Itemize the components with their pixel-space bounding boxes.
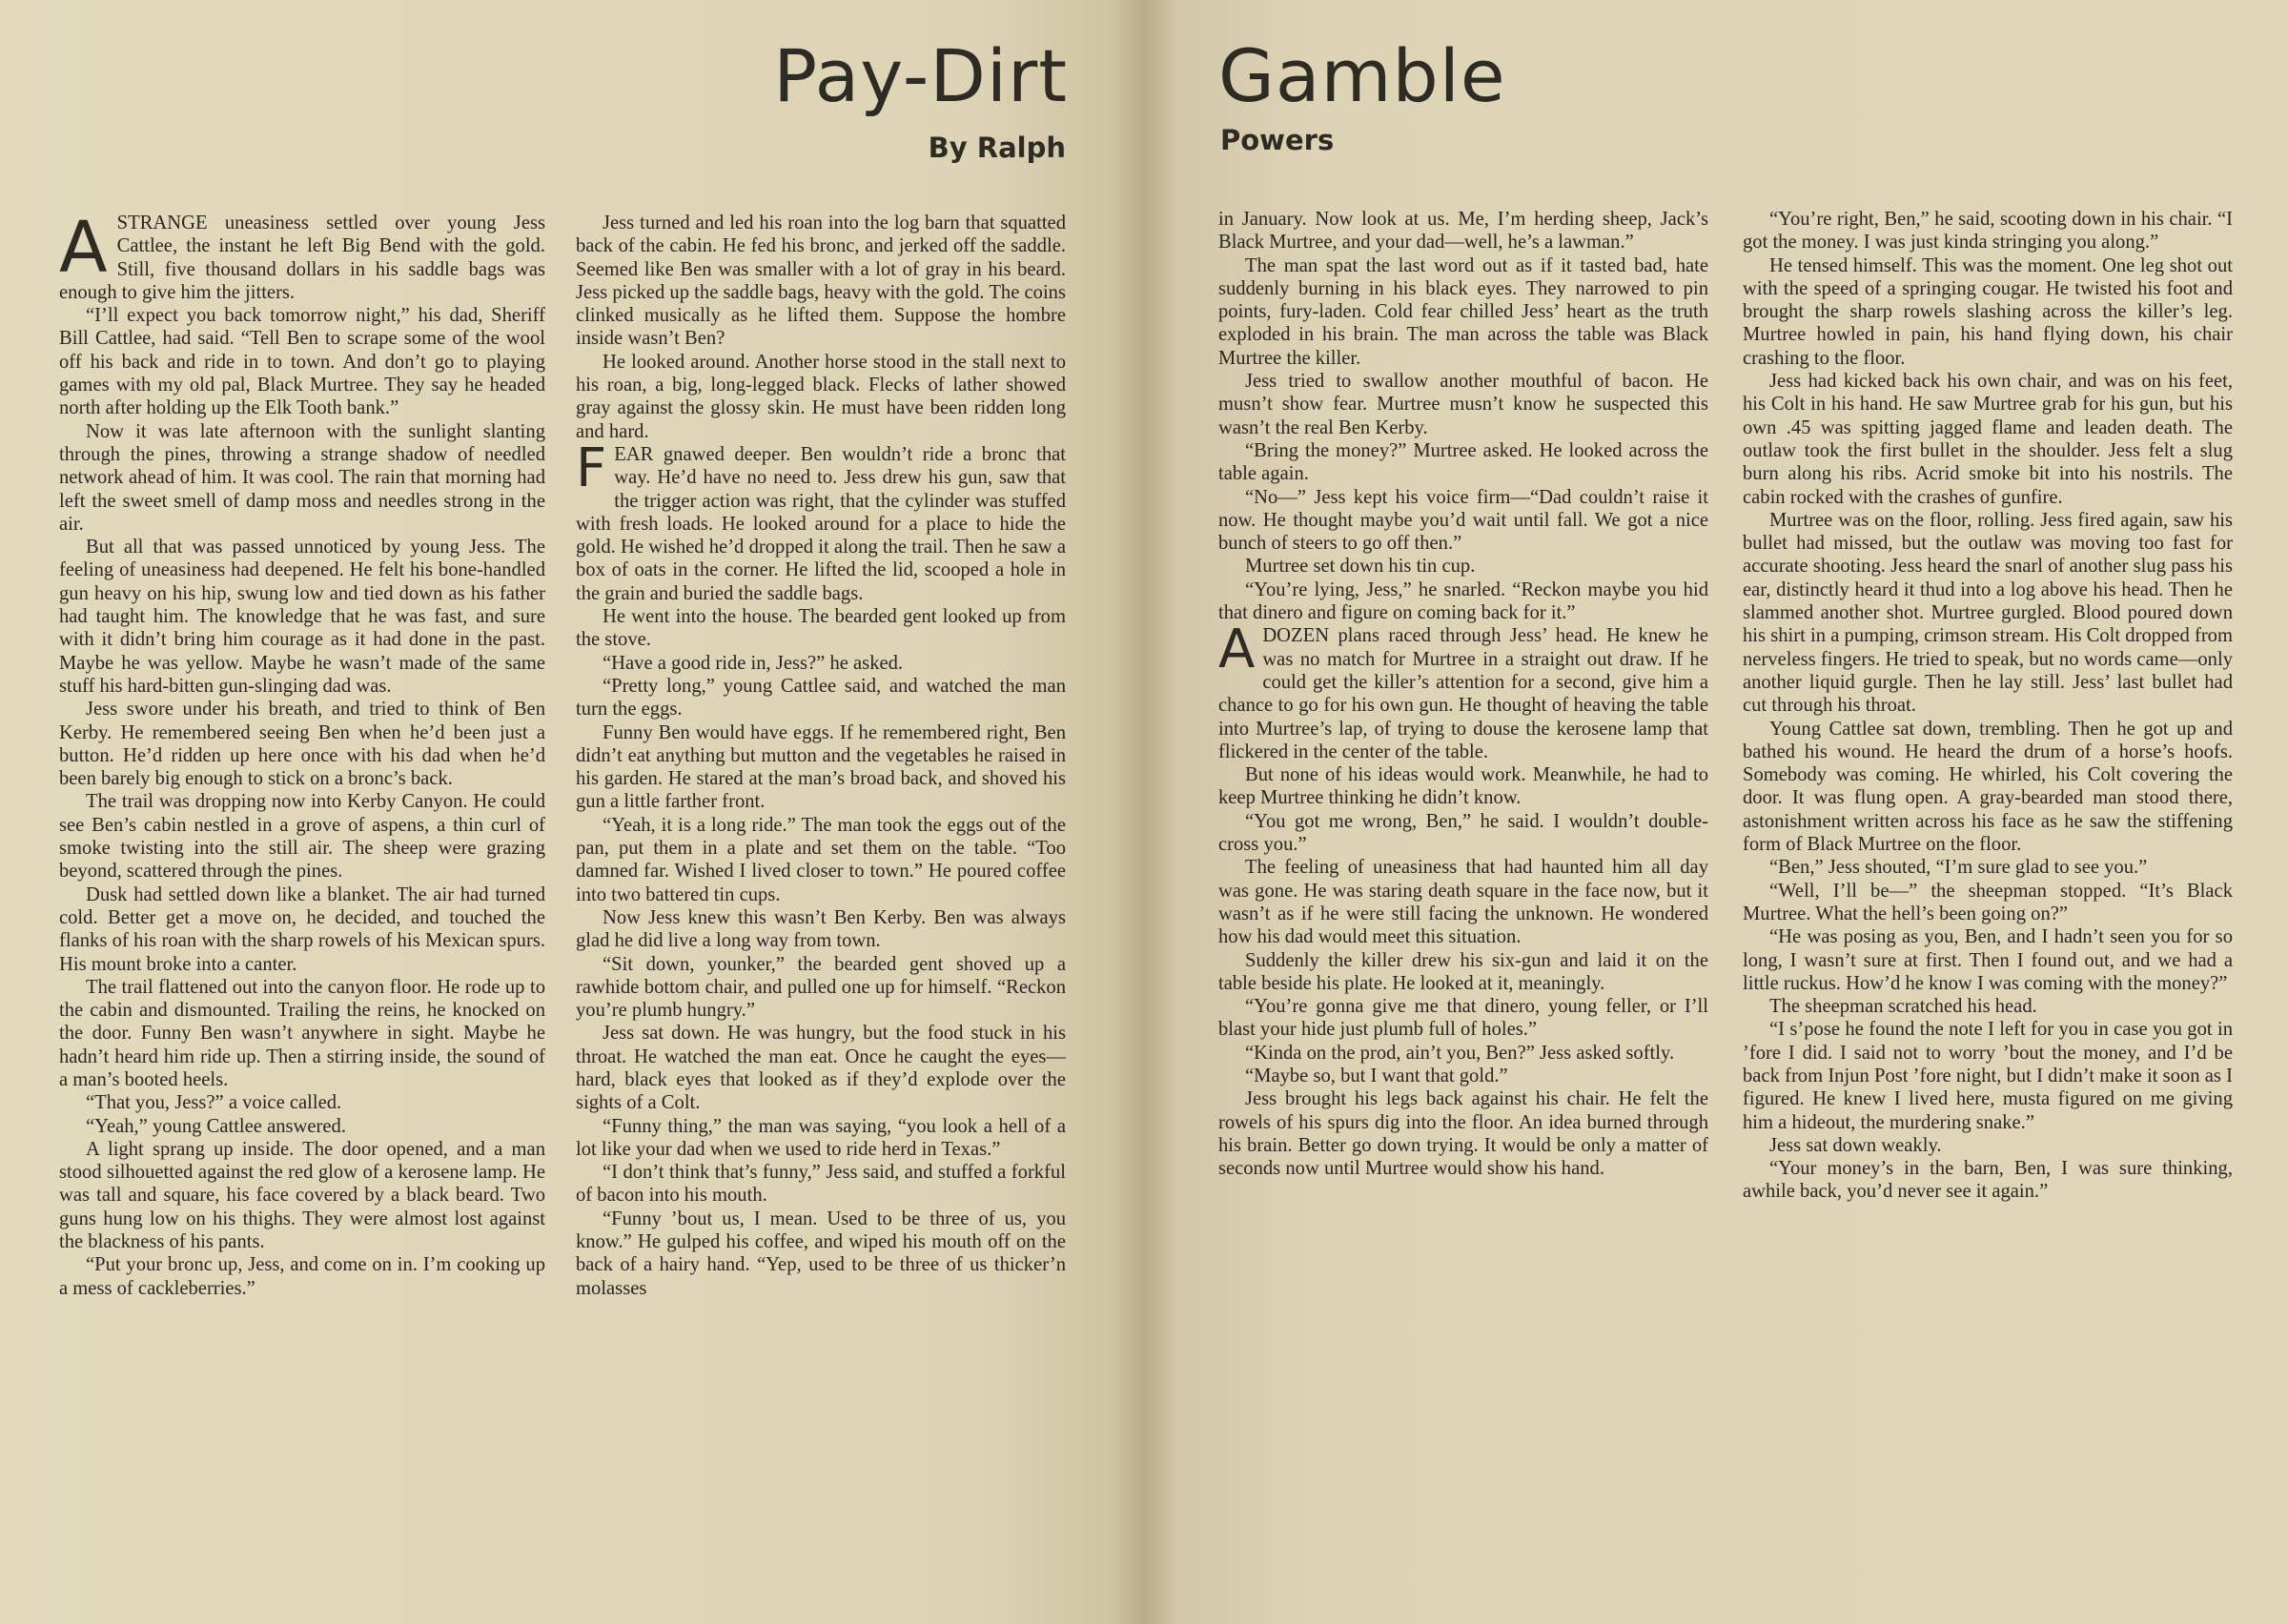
paragraph: Jess sat down weakly. [1769, 1134, 1942, 1156]
paragraph [59, 212, 545, 304]
paragraph: “You’re gonna give me that dinero, young feller, or I’ll blast your hide just plumb full of holes.” [1218, 996, 1708, 1041]
paragraph: “I don’t think that’s funny,” Jess said, and stuffed a forkful of bacon into his mouth. [576, 1162, 1066, 1207]
paragraph: Funny Ben would have eggs. If he remembered right, Ben didn’t eat anything but mutton and the vegetables he raised in his garden. He stared at the man’s broad back, and shoved his gun a little farther front. [576, 721, 1066, 813]
title-right: Gamble [1218, 33, 1506, 118]
paragraph: “Put your bronc up, Jess, and come on in. I’m cooking up a mess of cackleberries.” [59, 1254, 545, 1299]
paragraph: Jess turned and led his roan into the log barn that squatted back of the cabin. He fed his bronc, and jerked off the saddle. Seemed like Ben was smaller with a lot of gray in his beard. Jess picked up the saddle bags, heavy with the gold. The coins clinked musically as he lifted them. Suppose the hombre inside wasn’t Ben? [576, 213, 1066, 350]
paragraph: Jess brought his legs back against his chair. He felt the rowels of his spurs dig into the floor. An idea burned through his brain. Better go down trying. It would be only a matter of seconds now until Murtree would show his hand. [1218, 1088, 1708, 1180]
paragraph: But none of his ideas would work. Meanwhile, he had to keep Murtree thinking he didn’t know. [1218, 764, 1708, 809]
paragraph: Jess swore under his breath, and tried to think of Ben Kerby. He remembered seeing Ben when he’d been just a button. He’d ridden up here once with his dad when he’d been barely big enough to stick on a bronc’s back. [59, 699, 545, 790]
column-3 [1218, 208, 1708, 1580]
paragraph: “You’re lying, Jess,” he snarled. “Reckon maybe you hid that dinero and figure on coming back for it.” [1218, 579, 1708, 624]
paragraph: “Well, I’ll be—” the sheepman stopped. “It’s Black Murtree. What the hell’s been going on?” [1743, 880, 2233, 924]
paragraph: “Your money’s in the barn, Ben, I was sure thinking, awhile back, you’d never see it again.” [1743, 1158, 2233, 1203]
paragraph: A light sprang up inside. The door opened, and a man stood silhouetted against the red glow of a kerosene lamp. He was tall and square, his face covered by a black beard. Two guns hung low on his thighs. They were almost lost against the blackness of his pants. [59, 1138, 545, 1253]
paragraph: “Sit down, younker,” the bearded gent shoved up a rawhide bottom chair, and pulled one up for himself. “Reckon you’re plumb hungry.” [576, 953, 1066, 1022]
paragraph: Jess sat down. He was hungry, but the food stuck in his throat. He watched the man eat. Once he caught the eyes—hard, black eyes that looked as if they’d explode over the sights of a Colt. [576, 1023, 1066, 1114]
paragraph-text: STRANGE uneasiness settled over young Jess Cattlee, the instant he left Big Bend with the gold. Still, five thousand dollars in his saddle bags was enough to give him the jitters. [59, 213, 545, 303]
paragraph: “Bring the money?” Murtree asked. He looked across the table again. [1218, 439, 1708, 485]
right-page [1144, 0, 2288, 1624]
paragraph: Suddenly the killer drew his six-gun and laid it on the table beside his plate. He looked at it, meaningly. [1218, 949, 1708, 994]
paragraph: “Have a good ride in, Jess?” he asked. [603, 652, 904, 674]
paragraph: “Funny thing,” the man was saying, “you look a hell of a lot like your dad when we used to ride herd in Texas.” [576, 1115, 1066, 1160]
paragraph: “No—” Jess kept his voice firm—“Dad couldn’t raise it now. He thought maybe you’d wait until fall. We got a nice bunch of steers to go off then.” [1218, 486, 1708, 555]
paragraph: “I’ll expect you back tomorrow night,” his dad, Sheriff Bill Cattlee, had said. “Tell Ben to scrape some of the wool off his back and ride in to town. And don’t go to playing games with my old pal, Black Murtree. They say he headed north after holding up the Elk Tooth bank.” [59, 305, 545, 419]
paragraph: Jess tried to swallow another mouthful of bacon. He musn’t show fear. Murtree musn’t know he suspected this wasn’t the real Ben Kerby. [1218, 371, 1708, 438]
paragraph: “Yeah, it is a long ride.” The man took the eggs out of the pan, put them in a plate and set them on the table. “Too damned far. Wished I lived closer to town.” He poured coffee into two battered tin cups. [576, 814, 1066, 905]
drop-cap: F [576, 436, 607, 499]
paragraph-text: EAR gnawed deeper. Ben wouldn’t ride a bronc that way. He’d have no need to. Jess drew his gun, saw that the trigger action was right, that the cylinder was stuffed with fresh loads. He looked around for a place to hide the gold. He wished he’d dropped it along the trail. Then he saw a box of oats in the corner. He lifted the lid, scooped a hole in the grain and buried the saddle bags. [576, 443, 1066, 604]
paragraph [1218, 619, 1708, 763]
paragraph [576, 436, 1066, 605]
paragraph: The man spat the last word out as if it tasted bad, hate suddenly burning in his black eyes. They narrowed to pin points, fury-laden. Cold fear chilled Jess’ heart as the truth exploded in his brain. The man across the table was Black Murtree the killer. [1218, 254, 1708, 369]
column-4 [1743, 208, 2233, 1580]
paragraph: “That you, Jess?” a voice called. [86, 1092, 342, 1114]
paragraph: “Funny ’bout us, I mean. Used to be three of us, you know.” He gulped his coffee, and wiped his mouth off on the back of a hairy hand. “Yep, used to be three of us thicker’n molasses [576, 1208, 1066, 1299]
paragraph: “You got me wrong, Ben,” he said. I wouldn’t double-cross you.” [1218, 810, 1708, 856]
paragraph: “I s’pose he found the note I left for you in case you got in ’fore I did. I said not to worry ’bout the money, and I’d be back from Injun Post ’fore night, but I didn’t make it soon as I figured. He knew I lived here, musta figured on me giving him a hideout, the murdering snake.” [1743, 1019, 2233, 1133]
byline-left: By Ralph [928, 132, 1066, 164]
paragraph: Murtree was on the floor, rolling. Jess fired again, saw his bullet had missed, but the outlaw was moving too fast for accurate shooting. Jess heard the snarl of another slug pass his ear, distinctly heard it thud into a log above his head. Then he slammed another shot. Murtree gurgled. Blood poured down his shirt in a pumping, crimson stream. His Colt dropped from nerveless fingers. He tried to speak, but no words came—only another liquid gurgle. Then he lay still. Jess’ last bullet had cut through his throat. [1743, 509, 2233, 717]
paragraph: Now Jess knew this wasn’t Ben Kerby. Ben was always glad he did live a long way from town. [576, 906, 1066, 952]
paragraph: “You’re right, Ben,” he said, scooting down in his chair. “I got the money. I was just kinda stringing you along.” [1743, 209, 2233, 254]
drop-cap: A [59, 212, 108, 289]
paragraph: Murtree set down his tin cup. [1245, 556, 1476, 578]
paragraph: in January. Now look at us. Me, I’m herding sheep, Jack’s Black Murtree, and your dad—well, he’s a lawman.” [1218, 209, 1708, 254]
paragraph: The trail flattened out into the canyon floor. He rode up to the cabin and dismounted. Trailing the reins, he knocked on the door. Funny Ben wasn’t anywhere in sight. Maybe he hadn’t heard him ride up. Then a stirring inside, the sound of a man’s booted heels. [59, 976, 545, 1090]
paragraph-text: DOZEN plans raced through Jess’ head. He knew he was no match for Murtree in a straight out draw. If he could get the killer’s attention for a second, give him a chance to go for his own gun. He thought of heaving the table into Murtree’s lap, of trying to douse the kerosene lamp that flickered in the center of the table. [1218, 625, 1708, 762]
paragraph: But all that was passed unnoticed by young Jess. The feeling of uneasiness had deepened. He felt his bone-handled gun heavy on his hip, swung low and tied down as his father had taught him. The knowledge that he was fast, and sure with it didn’t bring him courage as it had done in the past. Maybe he was yellow. Maybe he wasn’t made of the same stuff his hard-bitten gun-slinging dad was. [59, 537, 545, 697]
title-left: Pay-Dirt [773, 33, 1068, 118]
paragraph: “Yeah,” young Cattlee answered. [86, 1115, 346, 1137]
paragraph: He went into the house. The bearded gent looked up from the stove. [576, 606, 1066, 651]
byline-right: Powers [1220, 124, 1335, 156]
paragraph: The trail was dropping now into Kerby Canyon. He could see Ben’s cabin nestled in a grove of aspens, a thin curl of smoke twisting into the still air. The sheep were grazing beyond, scattered through the pines. [59, 791, 545, 883]
column-2 [576, 212, 1066, 1584]
drop-cap: A [1218, 619, 1256, 681]
paragraph: He looked around. Another horse stood in the stall next to his roan, a big, long-legged black. Flecks of lather showed gray against the glossy skin. He must have been ridden long and hard. [576, 351, 1066, 442]
paragraph: Dusk had settled down like a blanket. The air had turned cold. Better get a move on, he decided, and touched the flanks of his roan with the sharp rowels of his Mexican spurs. His mount broke into a canter. [59, 883, 545, 975]
column-1 [59, 212, 545, 1584]
paragraph: “Pretty long,” young Cattlee said, and watched the man turn the eggs. [576, 675, 1066, 721]
paragraph: The sheepman scratched his head. [1769, 996, 2037, 1018]
paragraph: “Kinda on the prod, ain’t you, Ben?” Jess asked softly. [1245, 1042, 1675, 1064]
paragraph: Jess had kicked back his own chair, and was on his feet, his Colt in his hand. He saw Murtree grab for his gun, but his own .45 was spitting jagged flame and leaden death. The outlaw took the first bullet in the shoulder. Jess felt a slug burn along his ribs. Acrid smoke bit into his nostrils. The cabin rocked with the crashes of gunfire. [1743, 371, 2233, 508]
paragraph: He tensed himself. This was the moment. One leg shot out with the speed of a springing cougar. He twisted his foot and brought the sharp rowels slashing across the killer’s leg. Murtree howled in pain, his hand flying down, his chair crashing to the floor. [1743, 254, 2233, 369]
paragraph: “He was posing as you, Ben, and I hadn’t seen you for so long, I wasn’t sure at first. Then I found out, and we had a little ruckus. How’d he know I was coming with the money?” [1743, 926, 2233, 994]
paragraph: Young Cattlee sat down, trembling. Then he got up and bathed his wound. He heard the drum of a horse’s hoofs. Somebody was coming. He whirled, his Colt covering the door. It was flung open. A gray-bearded man stood there, astonishment written across his face as he saw the stiffening form of Black Murtree on the floor. [1743, 718, 2233, 856]
paragraph: “Maybe so, but I want that gold.” [1245, 1065, 1508, 1086]
paragraph: “Ben,” Jess shouted, “I’m sure glad to see you.” [1769, 857, 2148, 879]
paragraph: The feeling of uneasiness that had haunted him all day was gone. He was staring death square in the face now, but it wasn’t as if he were still facing the unknown. He wondered how his dad would meet this situation. [1218, 857, 1708, 948]
paragraph: Now it was late afternoon with the sunlight slanting through the pines, throwing a strange shadow of needled network ahead of him. It was cool. The rain that morning had left the sweet smell of damp moss and needles strong in the air. [59, 420, 545, 535]
